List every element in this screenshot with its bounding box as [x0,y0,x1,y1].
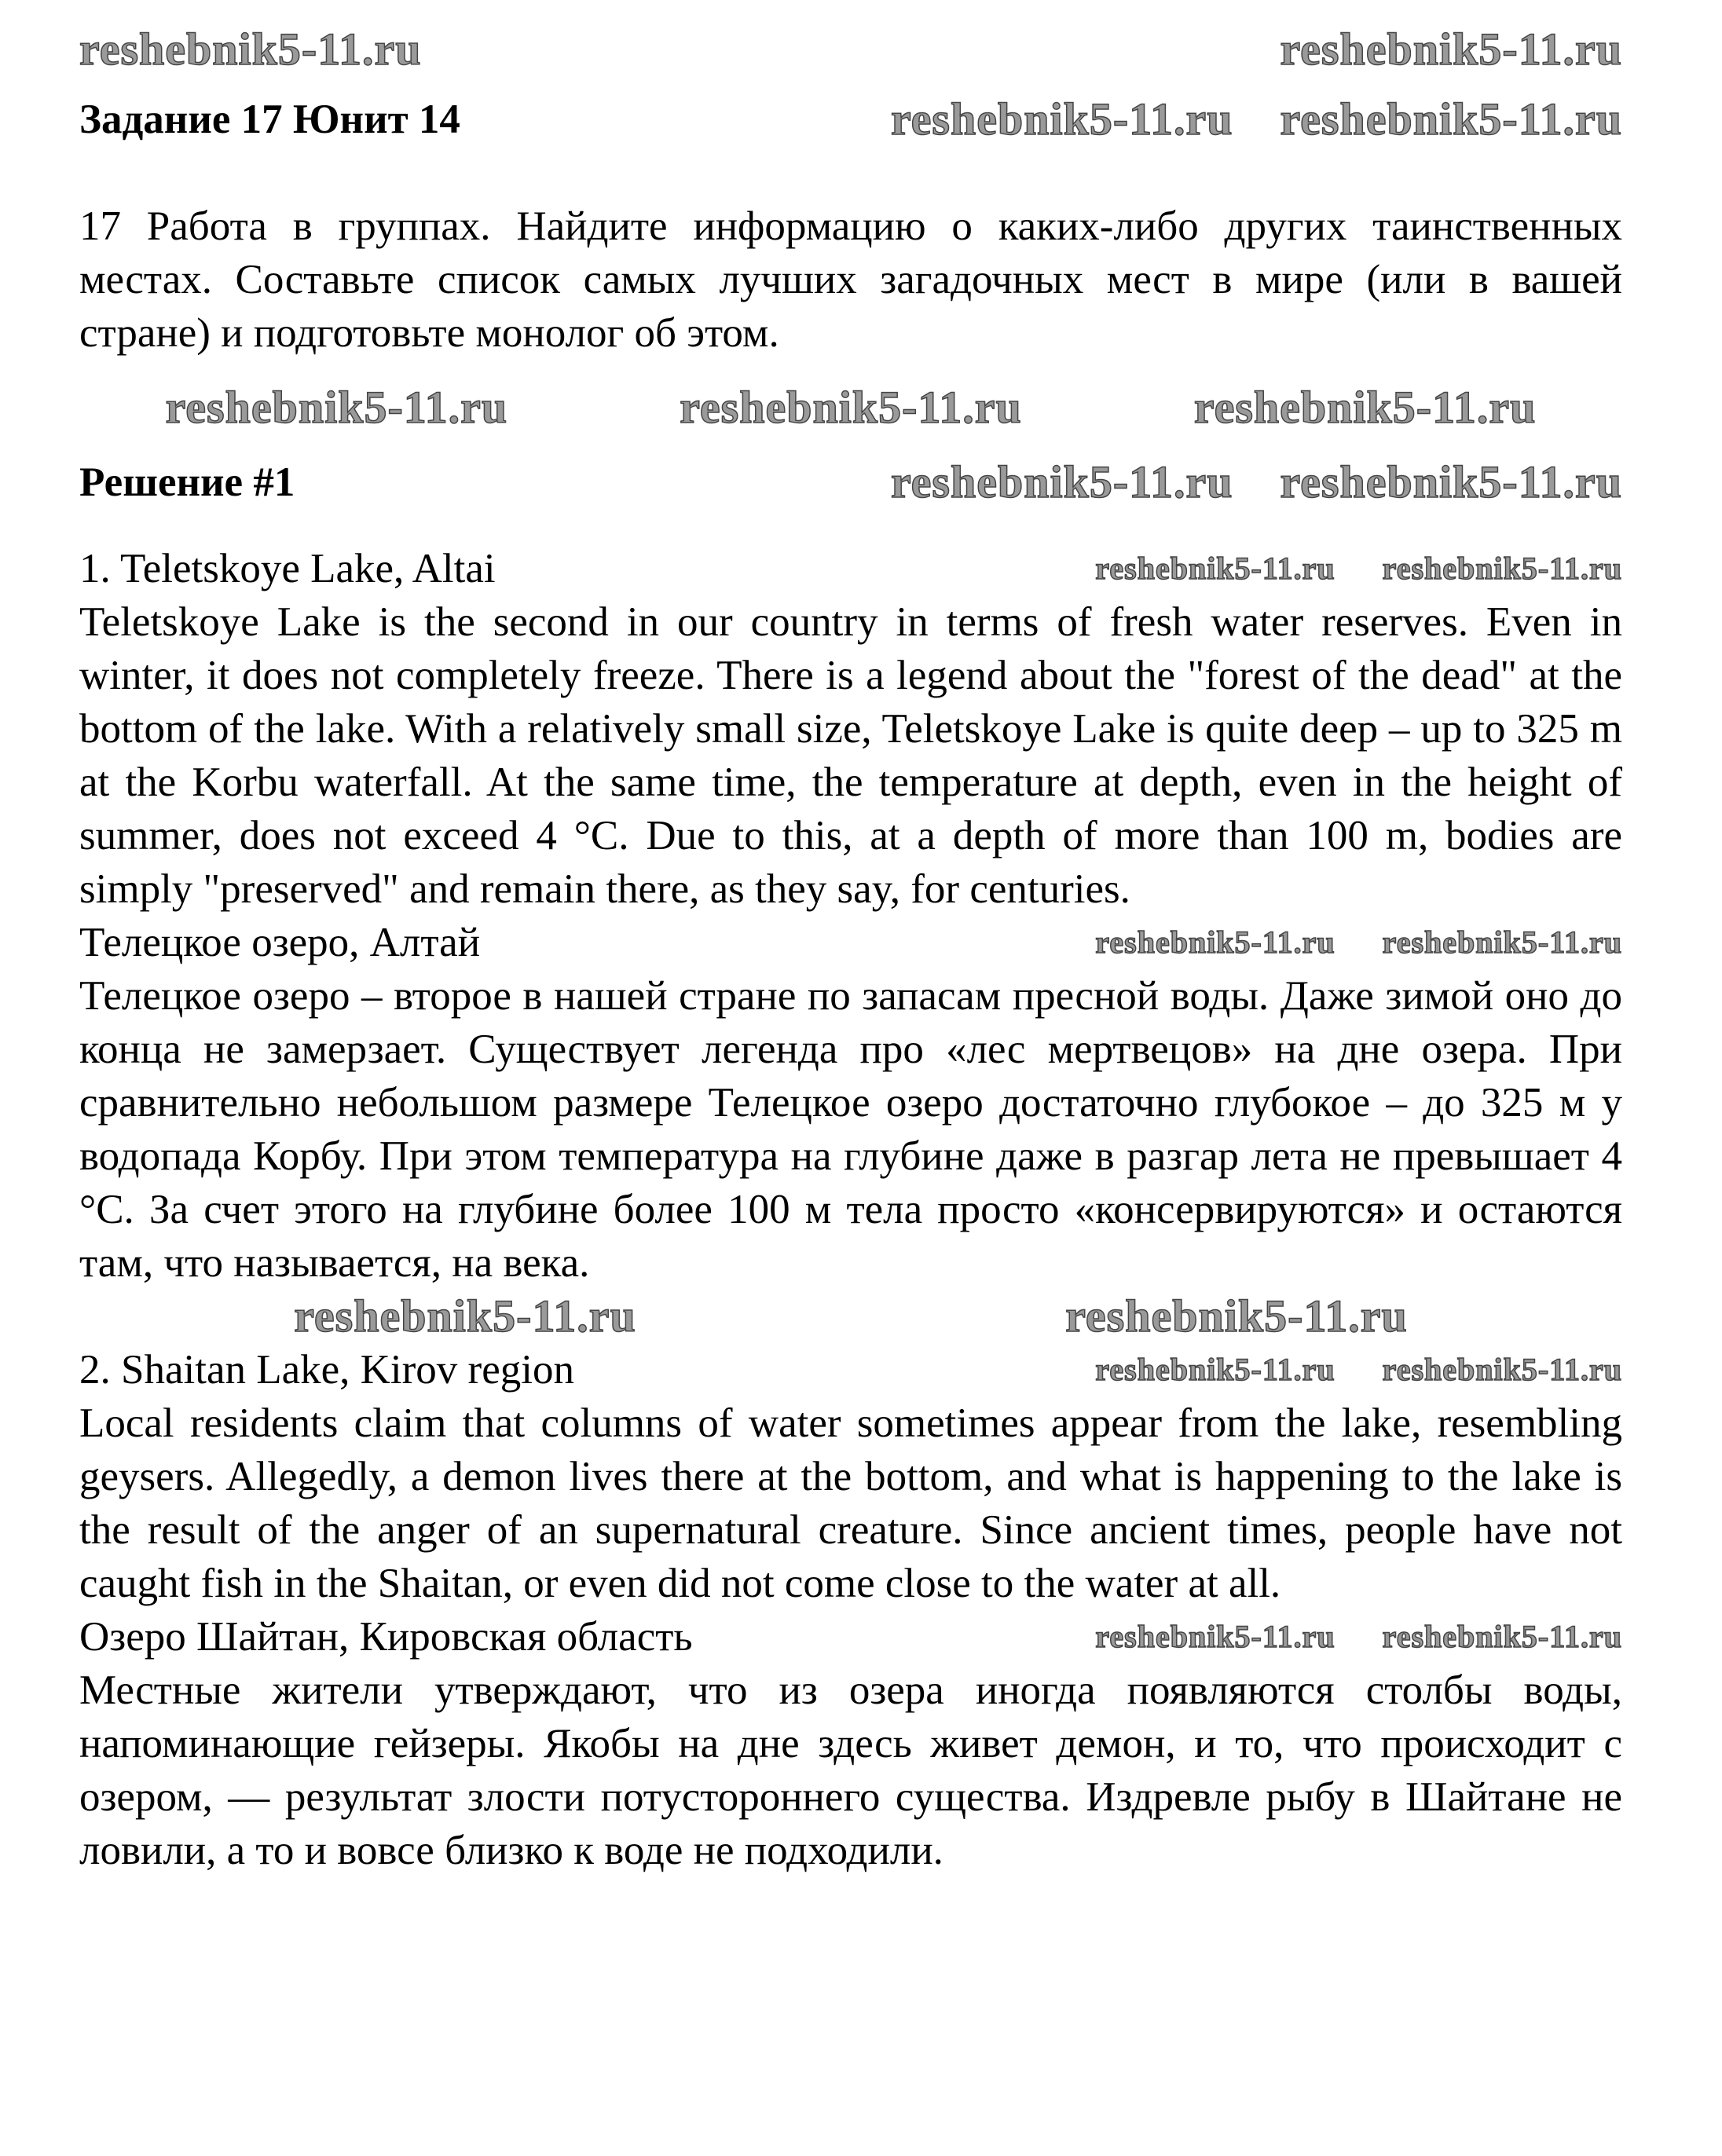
watermark: reshebnik5-11.ru [1095,924,1335,960]
watermark: reshebnik5-11.ru [1382,1619,1622,1654]
section-en-heading: 2. Shaitan Lake, Kirov region [79,1347,574,1393]
watermark-row [79,360,1622,456]
watermark: reshebnik5-11.ru [1382,551,1622,586]
watermark-row [79,1290,1622,1343]
watermark: reshebnik5-11.ru [79,24,422,75]
watermark: reshebnik5-11.ru [1095,1352,1335,1387]
section-teletskoye [79,542,1622,1290]
watermark: reshebnik5-11.ru [1193,382,1537,433]
page-title: Задание 17 Юнит 14 [79,97,460,142]
watermark: reshebnik5-11.ru [294,1290,636,1342]
watermark: reshebnik5-11.ru [1065,1290,1408,1342]
document-page [79,93,1622,1877]
watermark: reshebnik5-11.ru [680,382,1022,433]
watermark-row [79,24,1622,75]
title-row [79,93,1622,146]
solution-heading: Решение #1 [79,459,295,505]
watermark: reshebnik5-11.ru [1382,1352,1622,1387]
watermark: reshebnik5-11.ru [1280,93,1622,145]
section-ru-text: Телецкое озеро – второе в нашей стране по запасам пресной воды. Даже зимой оно до конца не замерзает. Существует легенда про «лес мертвецов» на дне озера. При сравнительно небольшом размере Телецкое озеро достаточно глубокое – до 325 м у водопада Корбу. При этом температура на глубине даже в разгар лета не превышает 4 °C. За счет этого на глубине более 100 м тела просто «консервируются» и остаются там, что называется, на века. [79,973,1622,1286]
watermark: reshebnik5-11.ru [890,456,1233,507]
section-en-text: Local residents claim that columns of water sometimes appear from the lake, resembling geysers. Allegedly, a demon lives there at the bottom, and what is happening to the lake is the result of the anger of an supernatural creature. Since ancient times, people have not caught fish in the Shaitan, or even did not come close to the water at all. [79,1400,1622,1606]
section-ru-text: Местные жители утверждают, что из озера иногда появляются столбы воды, напоминающие гейзеры. Якобы на дне здесь живет демон, и то, что происходит с озером, — результат злости потустороннего существа. Издревле рыбу в Шайтане не ловили, а то и вовсе близко к воде не подходили. [79,1667,1622,1873]
watermark: reshebnik5-11.ru [1095,1619,1335,1654]
section-en-text: Teletskoye Lake is the second in our country in terms of fresh water reserves. Even in winter, it does not completely freeze. There is a legend about the "forest of the dead" at the bottom of the lake. With a relatively small size, Teletskoye Lake is quite deep – up to 325 m at the Korbu waterfall. At the same time, the temperature at depth, even in the height of summer, does not exceed 4 °C. Due to this, at a depth of more than 100 m, bodies are simply "preserved" and remain there, as they say, for centuries. [79,599,1622,912]
watermark: reshebnik5-11.ru [165,382,508,433]
watermark: reshebnik5-11.ru [1095,551,1335,586]
section-ru-heading: Озеро Шайтан, Кировская область [79,1614,693,1660]
task-text: 17 Работа в группах. Найдите информацию о каких-либо других таинственных местах. Составьте список самых лучших загадочных мест в мире (или в вашей стране) и подготовьте монолог об этом. [79,203,1622,356]
watermark: reshebnik5-11.ru [1280,24,1622,75]
watermark: reshebnik5-11.ru [890,93,1233,145]
watermark: reshebnik5-11.ru [1382,924,1622,960]
solution-row [79,456,1622,509]
section-ru-heading: Телецкое озеро, Алтай [79,920,481,965]
watermark: reshebnik5-11.ru [1280,456,1622,507]
section-en-heading: 1. Teletskoye Lake, Altai [79,546,496,591]
section-shaitan [79,1343,1622,1877]
